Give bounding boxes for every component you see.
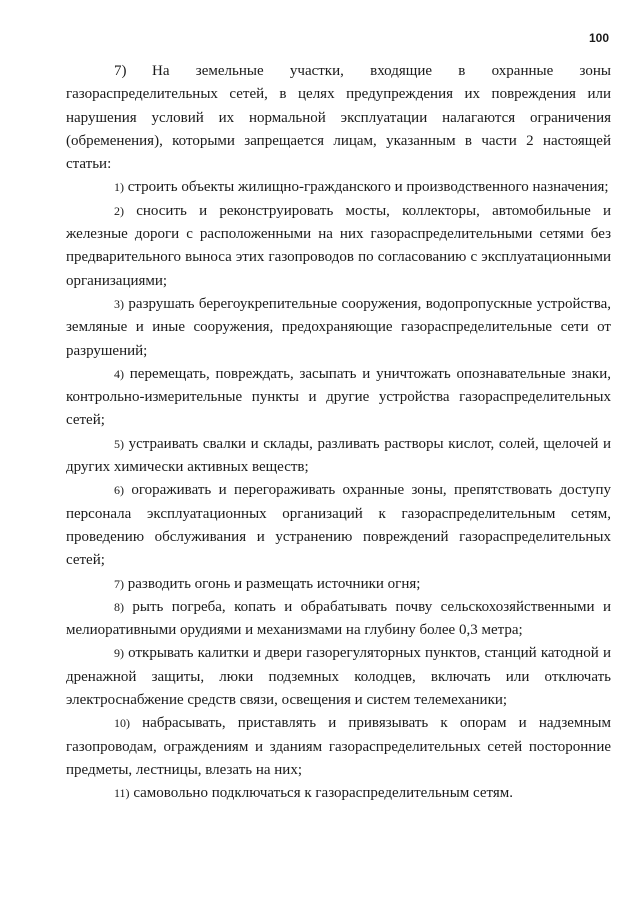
list-item bbox=[66, 293, 611, 363]
item-text: устраивать свалки и склады, разливать растворы кислот, солей, щелочей и других химически активных веществ; bbox=[66, 435, 612, 476]
item-number: 5) bbox=[114, 436, 124, 451]
item-number: 7) bbox=[114, 576, 124, 591]
item-text: огораживать и перегораживать охранные зоны, препятствовать доступу персонала эксплуатационных организаций к газораспределительным сетям, проведению обслуживания и устранению повреждений газораспределительных сетей; bbox=[66, 482, 611, 569]
item-text: рыть погреба, копать и обрабатывать почву сельскохозяйственными и мелиоративными орудиями и механизмами на глубину более 0,3 метра; bbox=[66, 598, 612, 639]
list-item bbox=[66, 712, 611, 782]
list-item bbox=[66, 176, 611, 199]
item-number: 1) bbox=[114, 180, 124, 195]
intro-paragraph bbox=[66, 60, 611, 176]
list-item bbox=[66, 596, 611, 643]
item-text: открывать калитки и двери газорегуляторных пунктов, станций катодной и дренажной защиты, люки подземных колодцев, включать или отключать электроснабжение средств связи, освещения и систем телемеханики; bbox=[66, 645, 611, 709]
item-number: 4) bbox=[114, 366, 124, 381]
item-number: 3) bbox=[114, 296, 124, 311]
item-number: 10) bbox=[114, 716, 130, 731]
item-number: 11) bbox=[114, 786, 130, 801]
list-item bbox=[66, 200, 611, 293]
item-number: 8) bbox=[114, 599, 124, 614]
list-item bbox=[66, 363, 611, 433]
document-body bbox=[66, 60, 611, 806]
item-text: самовольно подключаться к газораспределительным сетям. bbox=[133, 785, 514, 802]
intro-number: 7) bbox=[114, 63, 127, 79]
item-number: 2) bbox=[114, 203, 124, 218]
item-text: сносить и реконструировать мосты, коллекторы, автомобильные и железные дороги с расположенными на них газораспределительными сетями без предварительного выноса этих газопроводов по согласованию с эксплуатационными организациями; bbox=[66, 202, 612, 289]
item-text: перемещать, повреждать, засыпать и уничтожать опознавательные знаки, контрольно-измерительные пункты и другие устройства газораспределительных сетей; bbox=[66, 365, 611, 429]
list-item bbox=[66, 479, 611, 572]
intro-text: На земельные участки, входящие в охранные зоны газораспределительных сетей, в целях предупреждения их повреждения или нарушения условий их нормальной эксплуатации налагаются ограничения (обременения), которыми запрещается лицам, указанным в части 2 настоящей статьи: bbox=[66, 63, 611, 173]
list-item bbox=[66, 642, 611, 712]
list-item bbox=[66, 433, 611, 480]
item-number: 6) bbox=[114, 483, 124, 498]
item-text: разрушать берегоукрепительные сооружения, водопропускные устройства, земляные и иные сооружения, предохраняющие газораспределительные сети от разрушений; bbox=[66, 295, 612, 359]
page-number: 100 bbox=[588, 31, 609, 45]
item-text: строить объекты жилищно-гражданского и производственного назначения; bbox=[127, 179, 609, 196]
list-item bbox=[66, 573, 611, 596]
item-text: разводить огонь и размещать источники огня; bbox=[127, 575, 421, 592]
list-item bbox=[66, 782, 611, 805]
item-number: 9) bbox=[114, 646, 124, 661]
item-text: набрасывать, приставлять и привязывать к опорам и надземным газопроводам, ограждениям и зданиям газораспределительных сетей посторонние предметы, лестницы, влезать на них; bbox=[66, 715, 611, 778]
